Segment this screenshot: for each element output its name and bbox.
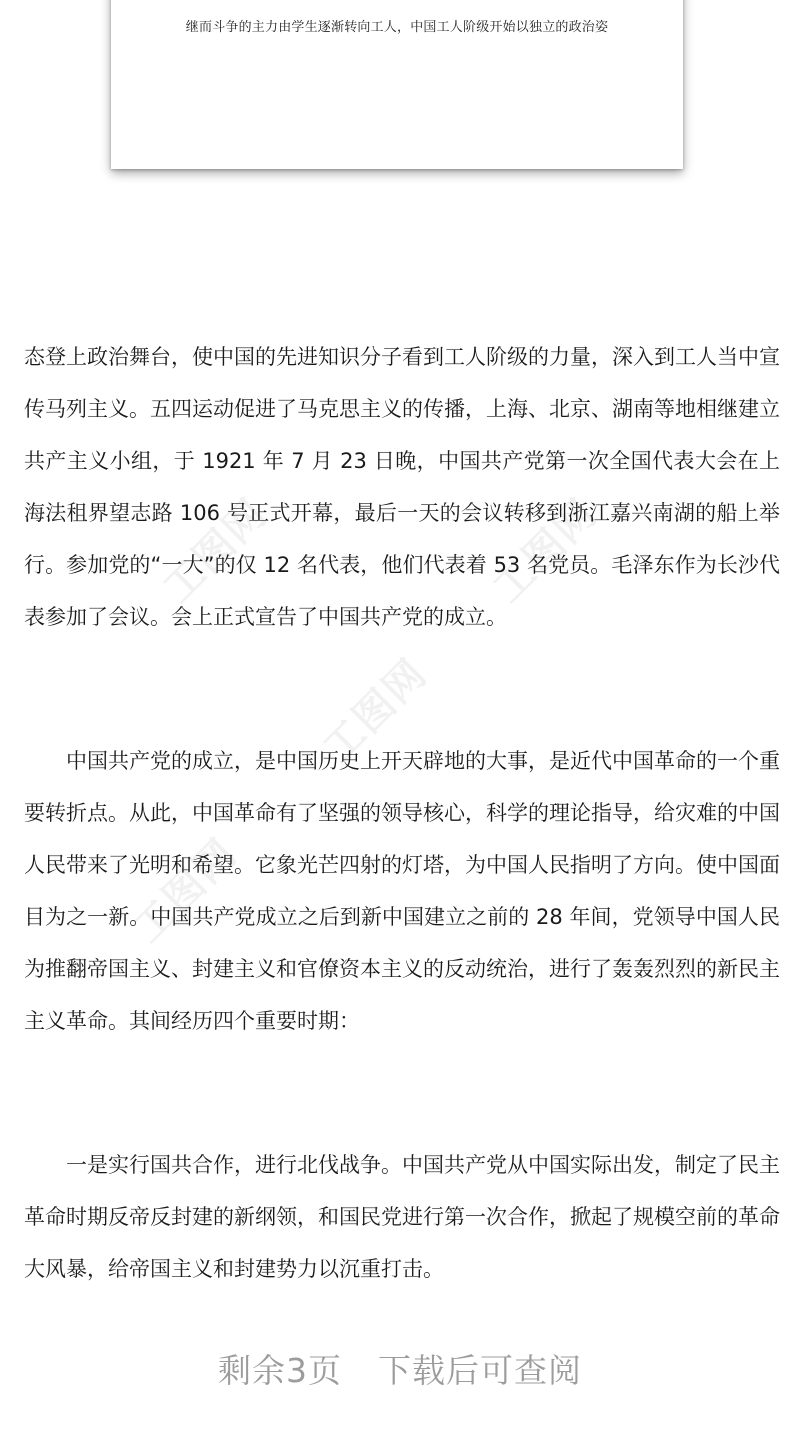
download-to-view-label[interactable]: 下载后可查阅	[378, 1351, 582, 1390]
watermark: 工图网	[154, 490, 277, 612]
document-preview-card	[111, 0, 683, 169]
watermark: 工图网	[314, 650, 437, 772]
remaining-pages-label[interactable]: 剩余3页	[218, 1351, 342, 1390]
paragraph: 中国共产党的成立，是中国历史上开天辟地的大事，是近代中国革命的一个重要转折点。从此，中国革命有了坚强的领导核心，科学的理论指导，给灾难的中国人民带来了光明和希望。它象光芒四射的灯塔，为中国人民指明了方向。使中国面目为之一新。中国共产党成立之后到新中国建立之前的 28 年间，党领导中国人民为推翻帝国主义、封建主义和官僚资本主义的反动统治，进行了轰轰烈烈的新民主主义革命。其间经历四个重要时期：	[24, 749, 780, 1033]
paragraph: 态登上政治舞台，使中国的先进知识分子看到工人阶级的力量，深入到工人当中宣传马列主义。五四运动促进了马克思主义的传播，上海、北京、湖南等地相继建立共产主义小组，于 1921 年 7 月 23 日晚，中国共产党第一次全国代表大会在上海法租界望志路 106 号正式开幕，最后一天的会议转移到浙江嘉兴南湖的船上举行。参加党的“一大”的仅 12 名代表，他们代表着 53 名党员。毛泽东作为长沙代表参加了会议。会上正式宣告了中国共产党的成立。	[24, 345, 780, 629]
download-prompt[interactable]	[0, 1345, 800, 1392]
paragraph: 一是实行国共合作，进行北伐战争。中国共产党从中国实际出发，制定了民主革命时期反帝反封建的新纲领，和国民党进行第一次合作，掀起了规模空前的革命大风暴，给帝国主义和封建势力以沉重打击。	[24, 1153, 780, 1281]
preview-card-text: 继而斗争的主力由学生逐渐转向工人，中国工人阶级开始以独立的政治姿	[185, 20, 609, 35]
watermark: 工图网	[124, 830, 247, 952]
watermark: 工图网	[484, 490, 607, 612]
